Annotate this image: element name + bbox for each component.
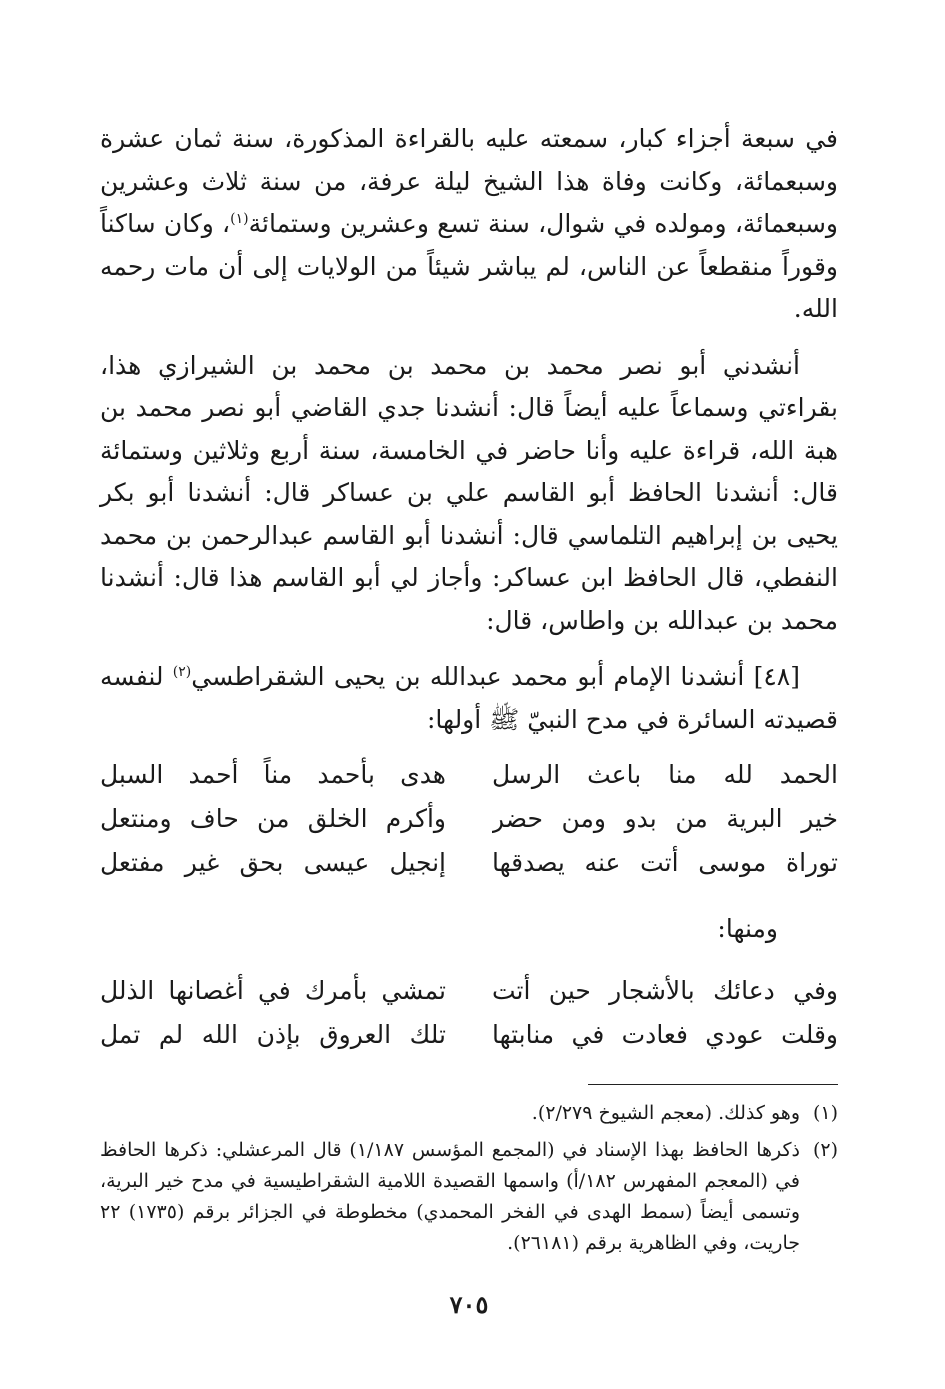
verse-second-hemistich: إنجيل عيسى بحق غير مفتعل (100, 848, 446, 877)
paragraph-1-text-a: في سبعة أجزاء كبار، سمعته عليه بالقراءة المذكورة، سنة ثمان عشرة وسبعمائة، وكانت وفاة هذا الشيخ ليلة عرفة، من سنة ثلاث وعشرين وسبعمائة، ومولده في شوال، سنة تسع وعشرين وستمائة (100, 124, 838, 238)
verse-line (100, 969, 838, 1013)
verse-first-hemistich: خير البرية من بدو ومن حضر (492, 804, 838, 833)
footnote-number: (١) (812, 1102, 838, 1124)
verse-first-hemistich: توراة موسى أتت عنه يصدقها (492, 848, 838, 877)
footnote-text: وهو كذلك. (معجم الشيوخ ٢/٢٧٩). (531, 1102, 800, 1124)
verse-line (100, 753, 838, 797)
poem-excerpt-verses (100, 969, 838, 1057)
footnote-1 (100, 1098, 838, 1129)
footnote-text: ذكرها الحافظ بهذا الإسناد في (المجمع المؤسس ١/١٨٧) قال المرعشلي: ذكرها الحافظ في (المعجم المفهرس ١٨٢/أ) واسمها القصيدة اللامية الشقراطيسية في مدح خير البرية، وتسمى أيضاً (سمط الهدى في الفخر المحمدي) مخطوطة في الجزائر برقم (١٧٣٥) ٢٢ جاريت، وفي الظاهرية برقم (٢٦١٨١). (100, 1139, 801, 1254)
verse-second-hemistich: وأكرم الخلق من حاف ومنتعل (100, 804, 446, 833)
paragraph-3-text-b: لنفسه قصيدته السائرة في مدح النبيّ ﷺ أولها: (100, 662, 838, 734)
paragraph-1 (100, 118, 838, 331)
book-page (100, 118, 838, 1348)
verse-first-hemistich: الحمد لله منا باعث الرسل (492, 760, 838, 789)
page-number: ٧٠٥ (449, 1290, 489, 1319)
footnote-separator-rule (588, 1084, 838, 1085)
verse-line (100, 1013, 838, 1057)
verse-second-hemistich: هدى بأحمد مناً أحمد السبل (100, 760, 446, 789)
paragraph-1-text-b: ، وكان ساكناً وقوراً منقطعاً عن الناس، لم يباشر شيئاً من الولايات إلى أن مات رحمه الله. (100, 209, 838, 323)
paragraph-3 (100, 656, 838, 741)
verse-second-hemistich: تلك العروق بإذن الله لم تمل (100, 1020, 446, 1049)
footnotes (100, 1098, 838, 1265)
verse-line (100, 797, 838, 841)
footnote-mark-1: (١) (230, 211, 249, 227)
footnote-number: (٢) (812, 1139, 838, 1161)
paragraph-3-text-a: [٤٨] أنشدنا الإمام أبو محمد عبدالله بن يحيى الشقراطسي (191, 662, 800, 691)
footnote-2 (100, 1135, 838, 1259)
paragraph-2: أنشدني أبو نصر محمد بن محمد بن محمد بن الشيرازي هذا، بقراءتي وسماعاً عليه أيضاً قال: أنشدنا جدي القاضي أبو نصر محمد بن هبة الله، قراءة عليه وأنا حاضر في الخامسة، سنة أربع وثلاثين وستمائة قال: أنشدنا الحافظ أبو القاسم علي بن عساكر قال: أنشدنا أبو بكر يحيى بن إبراهيم التلماسي قال: أنشدنا أبو القاسم عبدالرحمن بن محمد النفطي، قال الحافظ ابن عساكر: وأجاز لي أبو القاسم هذا قال: أنشدنا محمد بن عبدالله بن واطاس، قال: (100, 350, 838, 635)
verse-first-hemistich: وقلت عودي فعادت في منابتها (492, 1020, 838, 1049)
verse-first-hemistich: وفي دعائك بالأشجار حين أتت (492, 976, 838, 1005)
footnote-mark-2: (٢) (172, 664, 192, 680)
section-label-minha: ومنها: (717, 914, 778, 943)
poem-opening-verses (100, 753, 838, 885)
verse-line (100, 841, 838, 885)
verse-second-hemistich: تمشي بأمرك في أغصانها الذلل (100, 976, 446, 1005)
